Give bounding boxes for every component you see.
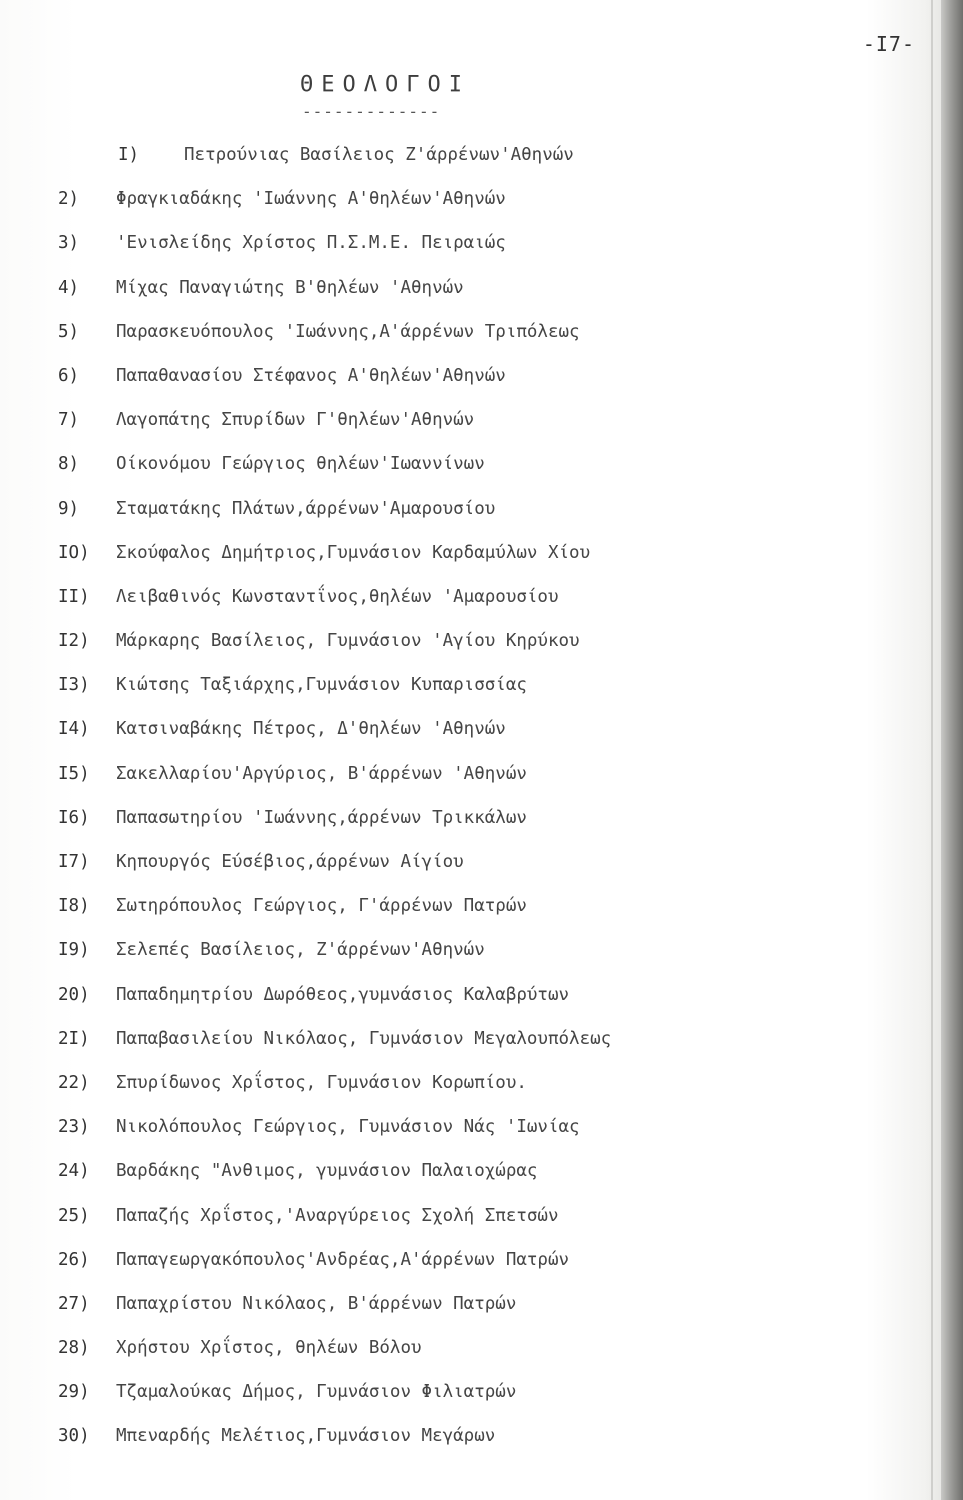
list-item (58, 626, 611, 670)
entry-number: 8) (58, 454, 80, 475)
entry-text: Λειβαθινός Κωνσταντΐνος,θηλέων 'Αμαρουσίου (116, 586, 559, 607)
entry-text: Φραγκιαδάκης 'Ιωάννης Α'θηλέων'Αθηνών (116, 189, 506, 210)
list-item (58, 1245, 611, 1289)
entry-number: 3) (58, 233, 80, 254)
list-item (58, 184, 611, 228)
entry-number: 30) (58, 1426, 90, 1447)
page-edge-line (931, 0, 933, 1500)
entry-text: Κατσιναβάκης Πέτρος, Δ'θηλέων 'Αθηνών (116, 719, 506, 740)
entry-text: Σταματάκης Πλάτων,άρρένων'Αμαρουσίου (116, 498, 496, 519)
list-item (58, 1156, 611, 1200)
list-item (58, 538, 611, 582)
entry-text: Παπαβασιλείου Νικόλαος, Γυμνάσιον Μεγαλουπόλεως (116, 1028, 612, 1049)
list-item (58, 317, 611, 361)
entry-number: 27) (58, 1293, 90, 1314)
entry-number: II) (58, 586, 90, 607)
entry-text: Κιώτσης Ταξιάρχης,Γυμνάσιον Κυπαρισσίας (116, 675, 527, 696)
entry-text: Πετρούνιας Βασίλειος Ζ'άρρένων'Αθηνών (184, 145, 574, 165)
entry-text: Παρασκευόπουλος 'Ιωάννης,Α'άρρένων Τριπόλεως (116, 321, 580, 342)
entry-text: Σπυρίδωνος Χρΐστος, Γυμνάσιον Κορωπίου. (116, 1072, 527, 1093)
list-item (58, 494, 611, 538)
entry-text: Οίκονόμου Γεώργιος θηλέων'Ιωαννίνων (116, 454, 485, 475)
list-item (58, 935, 611, 979)
entry-number: 25) (58, 1205, 90, 1226)
list-item (58, 980, 611, 1024)
entry-text: Παπαδημητρίου Δωρόθεος,γυμνάσιος Καλαβρύτων (116, 984, 570, 1005)
entry-text: Παπαθανασίου Στέφανος Α'θηλέων'Αθηνών (116, 365, 506, 386)
entry-number: I) (118, 145, 140, 165)
entry-text: Σακελλαρίου'Αργύριος, Β'άρρένων 'Αθηνών (116, 763, 527, 784)
entry-number: I8) (58, 896, 90, 917)
entry-number: 2) (58, 189, 80, 210)
entry-text: Παπασωτηρίου 'Ιωάννης,άρρένων Τρικκάλων (116, 807, 527, 828)
entry-text: Σωτηρόπουλος Γεώργιος, Γ'άρρένων Πατρών (116, 896, 527, 917)
entry-text: Λαγοπάτης Σπυρίδων Γ'θηλέων'Αθηνών (116, 410, 475, 431)
entry-text: Σελεπές Βασίλειος, Ζ'άρρένων'Αθηνών (116, 940, 485, 961)
entry-number: 9) (58, 498, 80, 519)
entry-text: Παπαγεωργακόπουλος'Ανδρέας,Α'άρρένων Πατρών (116, 1249, 570, 1270)
entry-number: IO) (58, 542, 90, 563)
entry-number: 20) (58, 984, 90, 1005)
entry-number: I5) (58, 763, 90, 784)
entry-text: Μάρκαρης Βασίλειος, Γυμνάσιον 'Αγίου Κηρύκου (116, 631, 580, 652)
entry-number: 28) (58, 1338, 90, 1359)
list-item (58, 1201, 611, 1245)
entry-number: I4) (58, 719, 90, 740)
entry-text: Μπεναρδής Μελέτιος,Γυμνάσιον Μεγάρων (116, 1426, 496, 1447)
list-item (58, 582, 611, 626)
list-item (58, 1333, 611, 1377)
list-item (58, 847, 611, 891)
entry-text: Χρήστου Χρΐστος, θηλέων Βόλου (116, 1338, 422, 1359)
entry-number: 6) (58, 365, 80, 386)
title-underline: ------------- (302, 102, 441, 121)
list-item (58, 140, 611, 184)
list-item (58, 891, 611, 935)
entry-text: Μίχας Παναγιώτης Β'θηλέων 'Αθηνών (116, 277, 464, 298)
entry-text: Κηπουργός Εύσέβιος,άρρένων Αίγίου (116, 852, 464, 872)
list-item (58, 714, 611, 758)
list-item (58, 273, 611, 317)
entry-number: 29) (58, 1382, 90, 1403)
entry-number: 2I) (58, 1028, 90, 1049)
entry-number: I7) (58, 852, 90, 872)
entry-number: I3) (58, 675, 90, 696)
list-item (58, 1068, 611, 1112)
list-item (58, 759, 611, 803)
entry-text: Παπαχρίστου Νικόλαος, Β'άρρένων Πατρών (116, 1293, 517, 1314)
page-number: -I7- (862, 32, 915, 56)
entry-text: Τζαμαλούκας Δήμος, Γυμνάσιον Φιλιατρών (116, 1382, 517, 1403)
list-item (58, 361, 611, 405)
entry-number: 22) (58, 1072, 90, 1093)
list-item (58, 405, 611, 449)
list-item (58, 1377, 611, 1421)
entry-number: I6) (58, 807, 90, 828)
entry-number: 4) (58, 277, 80, 298)
entry-number: I2) (58, 631, 90, 652)
theologians-list (58, 140, 611, 1466)
list-item (58, 449, 611, 493)
entry-number: 24) (58, 1161, 90, 1182)
entry-number: 5) (58, 321, 80, 342)
entry-text: Σκούφαλος Δημήτριος,Γυμνάσιον Καρδαμύλων Χίου (116, 542, 591, 563)
scanned-page-edge (941, 0, 963, 1500)
page-title: ΘΕΟΛΟΓΟΙ (300, 72, 470, 97)
list-item (58, 1024, 611, 1068)
entry-text: Βαρδάκης "Ανθιμος, γυμνάσιον Παλαιοχώρας (116, 1161, 538, 1182)
list-item (58, 1289, 611, 1333)
entry-text: 'Ενισλείδης Χρίστος Π.Σ.Μ.Ε. Πειραιώς (116, 233, 506, 254)
list-item (58, 803, 611, 847)
list-item (58, 670, 611, 714)
list-item (58, 228, 611, 272)
entry-number: 26) (58, 1249, 90, 1270)
entry-number: 7) (58, 410, 80, 431)
list-item (58, 1112, 611, 1156)
entry-text: Νικολόπουλος Γεώργιος, Γυμνάσιον Νάς 'Ιωνίας (116, 1117, 580, 1138)
entry-text: Παπαζής Χρΐστος,'Αναργύρειος Σχολή Σπετσών (116, 1205, 559, 1226)
list-item (58, 1421, 611, 1465)
entry-number: I9) (58, 940, 90, 961)
entry-number: 23) (58, 1117, 90, 1138)
